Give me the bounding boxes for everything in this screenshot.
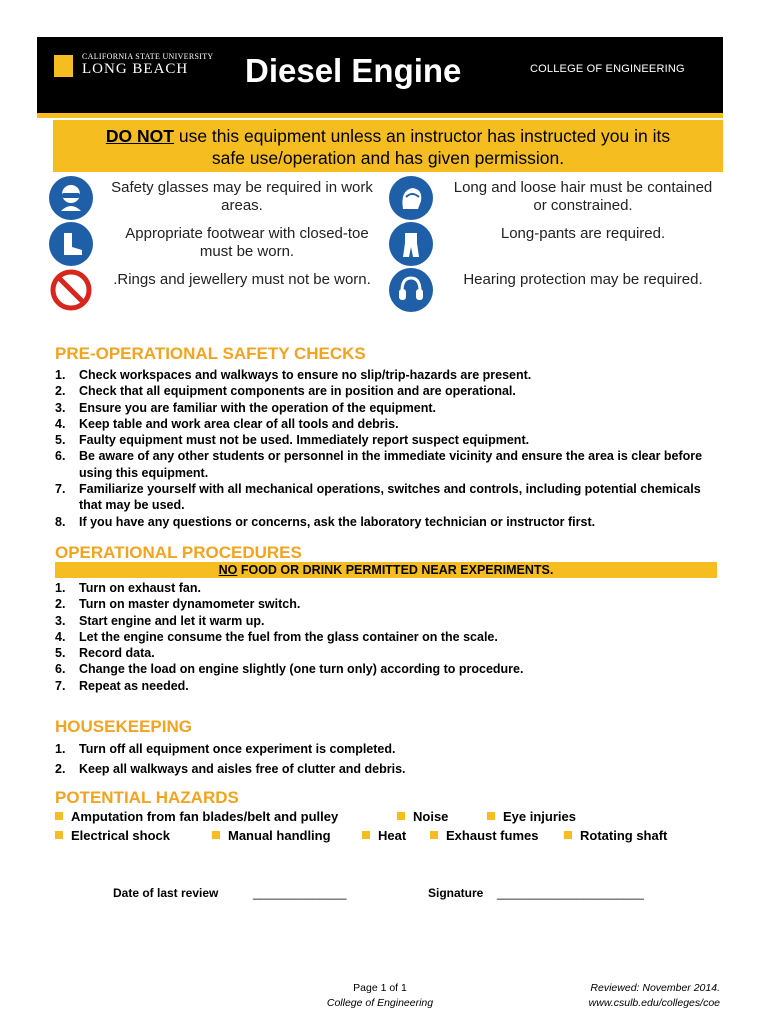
logo-bottom-text: LONG BEACH [82,61,189,77]
notice-line2: safe use/operation and has given permission. [211,148,565,168]
footer-url: www.csulb.edu/colleges/coe [588,997,720,1009]
hazard-item: Amputation from fan blades/belt and pulley [55,809,338,824]
permission-notice [53,120,723,172]
notice-emphasis: DO NOT [105,126,174,146]
list-item: 8. If you have any questions or concerns, ask the laboratory technician or instructor first. [55,514,596,529]
list-item: 6. Change the load on engine slightly (one turn only) according to procedure. [55,662,524,677]
hazard-item: Eye injuries [487,809,576,824]
pre-checks-title: PRE-OPERATIONAL SAFETY CHECKS [55,344,366,363]
hazard-item: Electrical shock [55,828,170,843]
list-item: 1. Turn on exhaust fan. [55,581,201,595]
college-name: COLLEGE OF ENGINEERING [530,63,685,75]
list-item: 5. Faulty equipment must not be used. Immediately report suspect equipment. [55,433,530,448]
signature-label: Signature [428,886,484,900]
list-item: 3. Start engine and let it warm up. [55,613,265,628]
procedures-list [55,580,720,694]
list-item: 2. Check that all equipment components are in position and are operational. [55,384,516,399]
review-date-line: ______________ [253,886,347,900]
hazard-item: Rotating shaft [564,828,667,843]
list-item: 6. Be aware of any other students or personnel in the immediate vicinity and ensure the area is clear before using this equipment. [55,449,703,480]
closed-toe-footwear-icon [49,222,93,266]
ppe-text-jewellery: .Rings and jewellery must not be worn. [113,271,371,288]
university-logo-mark [54,55,73,77]
signature-line: ______________________ [497,886,644,900]
hazard-item: Exhaust fumes [430,828,538,843]
ppe-text-hair: Long and loose hair must be contained or constrained. [453,179,713,214]
hazard-item: Heat [362,828,406,843]
header-stripe [37,113,723,118]
hearing-protection-icon [389,268,433,312]
procedures-title: OPERATIONAL PROCEDURES [55,543,302,562]
page-title: Diesel Engine [245,52,462,89]
ppe-text-footwear: Appropriate footwear with closed-toe must be worn. [125,225,369,260]
ppe-text-glasses: Safety glasses may be required in work areas. [111,179,373,214]
ppe-text-hearing: Hearing protection may be required. [463,271,703,288]
list-item: 3. Ensure you are familiar with the operation of the equipment. [55,400,436,415]
university-logo [82,53,213,77]
list-item: 2. Turn on master dynamometer switch. [55,597,301,612]
list-item: 7. Repeat as needed. [55,678,189,693]
housekeeping-title: HOUSEKEEPING [55,717,192,736]
list-item: 4. Keep table and work area clear of all tools and debris. [55,416,399,431]
list-item: 1. Check workspaces and walkways to ensure no slip/trip-hazards are present. [55,368,532,382]
review-date-label: Date of last review [113,886,219,900]
no-food-text: FOOD OR DRINK PERMITTED NEAR EXPERIMENTS. [237,563,554,577]
no-food-warning [55,562,717,578]
hazards-title: POTENTIAL HAZARDS [55,788,239,807]
list-item: 2. Keep all walkways and aisles free of clutter and debris. [55,761,406,776]
pre-checks-list [55,367,720,530]
footer-college: College of Engineering [326,997,434,1009]
long-pants-icon [389,222,433,266]
list-item: 5. Record data. [55,646,155,661]
hair-restraint-icon [389,176,433,220]
header-bar [37,37,723,113]
list-item: 7. Familiarize yourself with all mechanical operations, switches and controls, including potential chemicals that may be used. [55,482,701,513]
reviewed-date: Reviewed: November 2014. [590,982,720,994]
no-jewellery-icon [49,268,93,312]
hazard-item: Manual handling [212,828,331,843]
ppe-text-pants: Long-pants are required. [500,225,666,242]
notice-line1: use this equipment unless an instructor has instructed you in its [173,126,671,146]
list-item: 1. Turn off all equipment once experiment is completed. [55,742,396,756]
housekeeping-list [55,740,720,779]
page-footer-left [300,981,460,1011]
page-number: Page 1 of 1 [353,982,407,994]
list-item: 4. Let the engine consume the fuel from the glass container on the scale. [55,629,498,644]
page-footer-right [560,981,720,1011]
logo-top-text: CALIFORNIA STATE UNIVERSITY [82,52,214,61]
hazard-item: Noise [397,809,448,824]
no-food-emphasis: NO [218,563,238,577]
safety-glasses-icon [49,176,93,220]
